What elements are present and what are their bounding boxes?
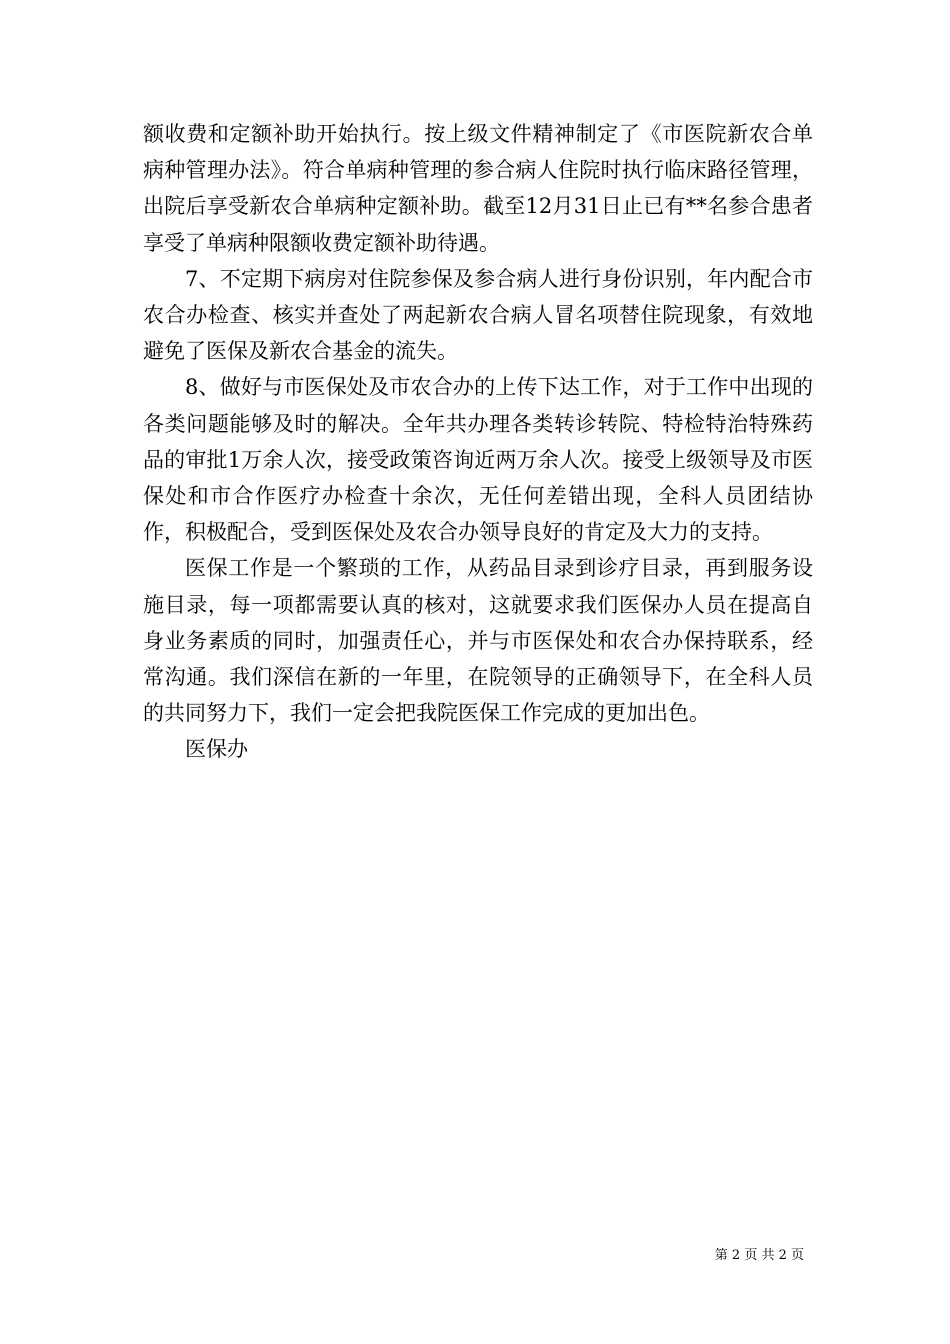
paragraph-conclusion: 医保工作是一个繁琐的工作，从药品目录到诊疗目录，再到服务设施目录，每一项都需要认真的核对，这就要求我们医保办人员在提高自身业务素质的同时，加强责任心，并与市医保处和农合办保持联系，经常沟通。我们深信在新的一年里，在院领导的正确领导下，在全科人员的共同努力下，我们一定会把我院医保工作完成的更加出色。 [143, 556, 813, 726]
document-body [143, 116, 813, 768]
signature: 医保办 [185, 737, 248, 762]
page-number-label: 第 2 页 共 2 页 [714, 1248, 804, 1263]
paragraph-continuation: 额收费和定额补助开始执行。按上级文件精神制定了《市医院新农合单病种管理办法》。符合单病种管理的参合病人住院时执行临床路径管理，出院后享受新农合单病种定额补助。截至12月31日止已有**名参合患者享受了单病种限额收费定额补助待遇。 [143, 122, 813, 255]
paragraph-item-8: 8、做好与市医保处及市农合办的上传下达工作，对于工作中出现的各类问题能够及时的解决。全年共办理各类转诊转院、特检特治特殊药品的审批1万余人次，接受政策咨询近两万余人次。接受上级领导及市医保处和市合作医疗办检查十余次，无任何差错出现，全科人员团结协作，积极配合，受到医保处及农合办领导良好的肯定及大力的支持。 [143, 375, 813, 545]
page-footer [715, 1248, 804, 1264]
paragraph-item-7: 7、不定期下病房对住院参保及参合病人进行身份识别，年内配合市农合办检查、核实并查处了两起新农合病人冒名项替住院现象，有效地避免了医保及新农合基金的流失。 [143, 266, 813, 364]
